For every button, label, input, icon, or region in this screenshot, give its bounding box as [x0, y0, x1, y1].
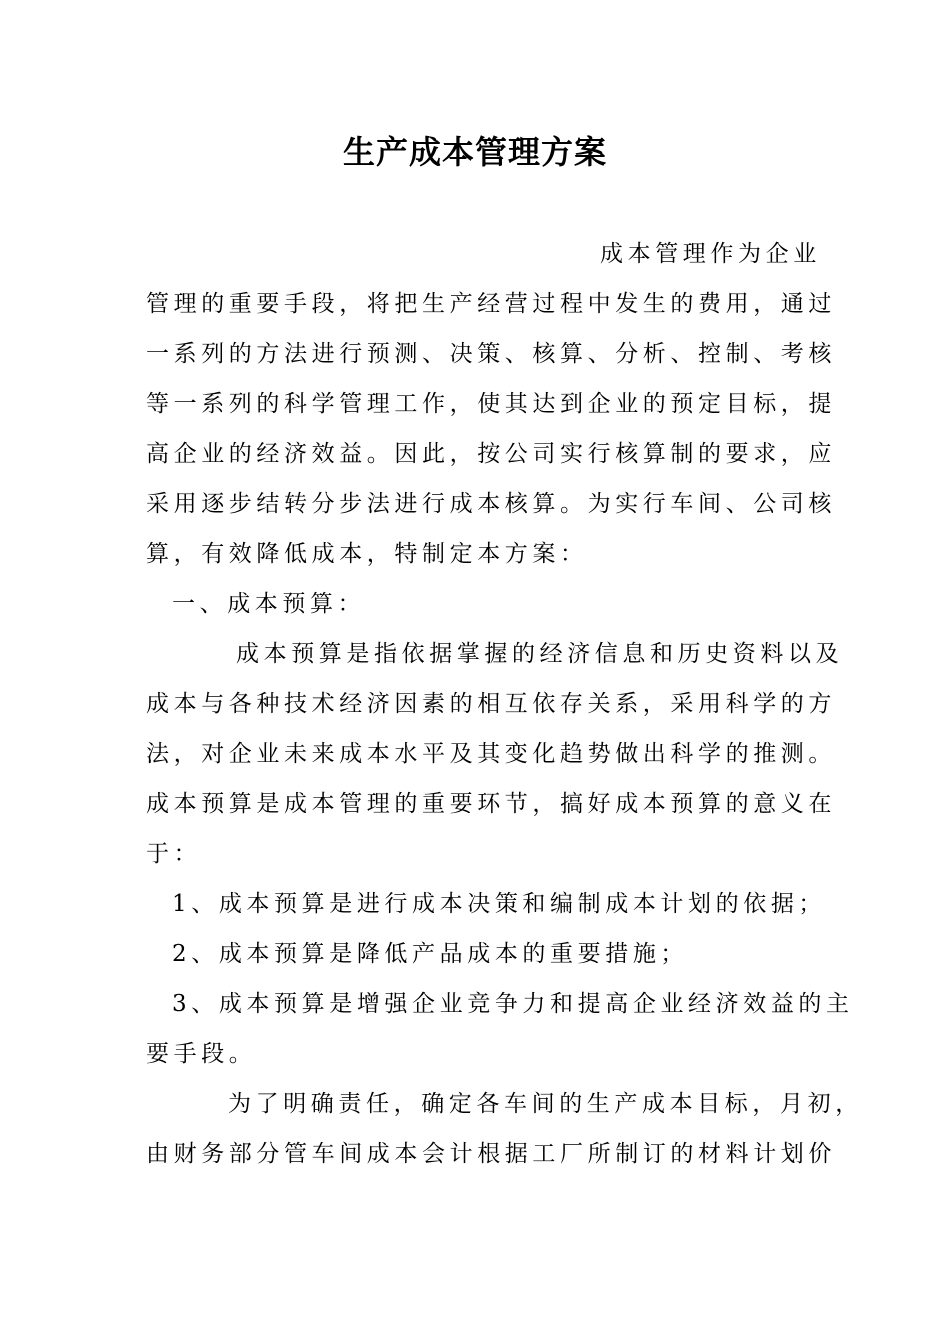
paragraph-line: 成本预算是指依据掌握的经济信息和历史资料以及 [236, 641, 844, 667]
paragraph-line: 高企业的经济效益。因此，按公司实行核算制的要求，应 [146, 441, 836, 467]
paragraph-line: 算，有效降低成本，特制定本方案： [146, 541, 588, 567]
paragraph-line: 成本与各种技术经济因素的相互依存关系，采用科学的方 [146, 691, 836, 717]
paragraph-line: 管理的重要手段，将把生产经营过程中发生的费用，通过 [146, 291, 836, 317]
paragraph-line: 成本管理作为企业 [600, 241, 821, 267]
list-item-continuation: 要手段。 [146, 1041, 257, 1067]
list-item: 2、成本预算是降低产品成本的重要措施； [172, 941, 689, 967]
paragraph-line: 法，对企业未来成本水平及其变化趋势做出科学的推测。 [146, 741, 836, 767]
paragraph-line: 成本预算是成本管理的重要环节，搞好成本预算的意义在 [146, 791, 836, 817]
section-heading: 一、成本预算： [172, 591, 366, 617]
document-title: 生产成本管理方案 [342, 133, 607, 171]
list-item: 1、成本预算是进行成本决策和编制成本计划的依据； [172, 891, 827, 917]
paragraph-line: 由财务部分管车间成本会计根据工厂所制订的材料计划价 [146, 1141, 836, 1167]
paragraph-line: 采用逐步结转分步法进行成本核算。为实行车间、公司核 [146, 491, 836, 517]
paragraph-line: 于： [146, 841, 202, 867]
list-item: 3、成本预算是增强企业竞争力和提高企业经济效益的主 [172, 991, 854, 1017]
paragraph-line: 一系列的方法进行预测、决策、核算、分析、控制、考核 [146, 341, 836, 367]
paragraph-line: 等一系列的科学管理工作，使其达到企业的预定目标，提 [146, 391, 836, 417]
paragraph-line: 为了明确责任，确定各车间的生产成本目标，月初， [228, 1091, 863, 1117]
